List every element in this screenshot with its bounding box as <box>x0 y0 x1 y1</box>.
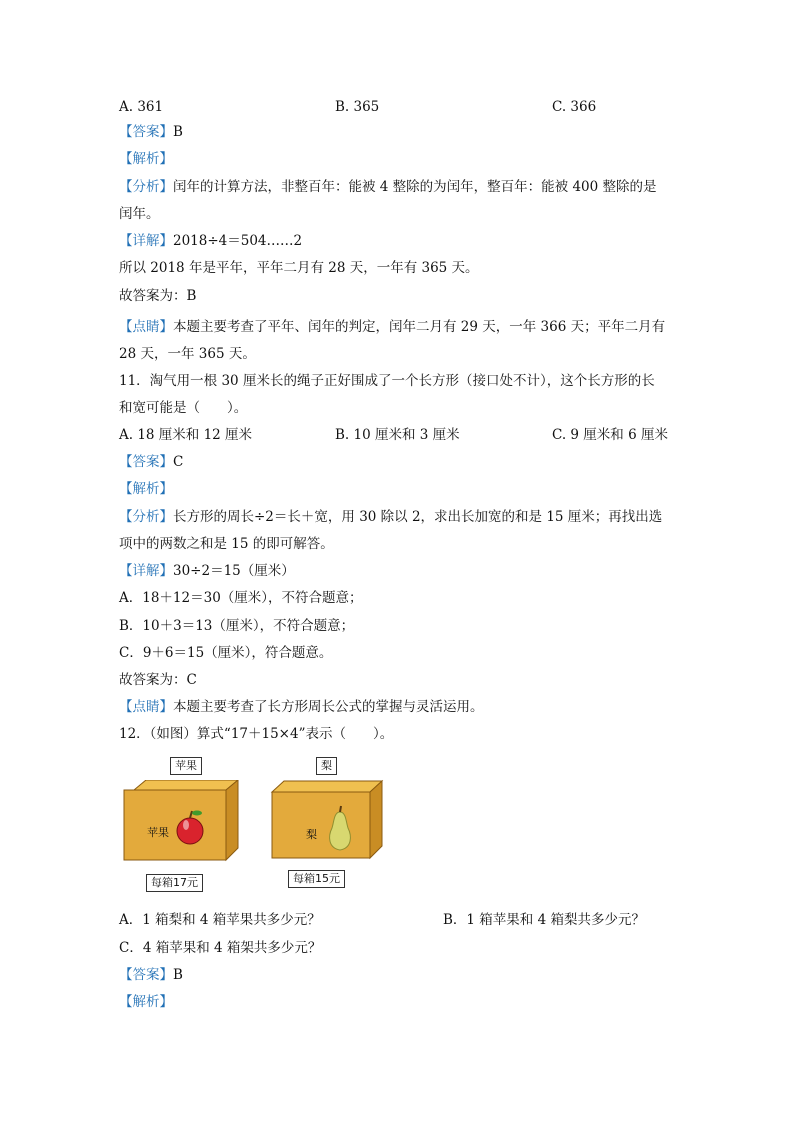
xiangjie-text: 2018÷4＝504……2 <box>173 233 303 249</box>
q11-step-b: B．10＋3＝13（厘米），不符合题意； <box>119 618 355 634</box>
answer-tag: 【答案】 <box>119 124 173 140</box>
apple-box-front <box>124 790 226 860</box>
dianjing-text: 本题主要考查了长方形周长公式的掌握与灵活运用。 <box>173 699 484 715</box>
pear-box-icon <box>268 778 393 878</box>
xiangjie-tag: 【详解】 <box>119 233 173 249</box>
q10-analysis-tag: 【解析】 <box>119 151 173 167</box>
apple-box-icon <box>120 780 245 880</box>
q10-conclusion: 故答案为：B <box>119 288 197 304</box>
answer-value: C <box>173 454 184 470</box>
pear-box-top <box>272 781 382 792</box>
pear-box-figure <box>268 752 393 897</box>
apple-top-label: 苹果 <box>170 757 202 775</box>
xiangjie-tag: 【详解】 <box>119 563 173 579</box>
q10-explanation: 所以 2018 年是平年，平年二月有 28 天，一年有 365 天。 <box>119 260 479 276</box>
dianjing-tag: 【点睛】 <box>119 319 173 335</box>
apple-box-top <box>134 780 238 790</box>
fenxi-tag: 【分析】 <box>119 509 173 525</box>
q11-option-a: A. 18 厘米和 12 厘米 <box>119 427 253 443</box>
fenxi-text: 闰年的计算方法，非整百年：能被 4 整除的为闰年，整百年：能被 400 整除的是 <box>173 179 657 195</box>
q10-dianjing-line1 <box>119 318 665 336</box>
pear-box-text: 梨 <box>306 828 317 841</box>
q11-stem-line1: 11．淘气用一根 30 厘米长的绳子正好围成了一个长方形（接口处不计），这个长方形的长 <box>119 373 655 389</box>
apple-box-text: 苹果 <box>147 826 169 839</box>
q11-analysis-tag: 【解析】 <box>119 481 173 497</box>
apple-box-figure <box>120 752 245 897</box>
answer-value: B <box>173 124 183 140</box>
q11-step-c: C．9＋6＝15（厘米），符合题意。 <box>119 645 333 661</box>
q11-answer <box>119 453 183 471</box>
q11-fenxi-line1 <box>119 508 662 526</box>
q12-answer <box>119 966 183 984</box>
q10-xiangjie <box>119 232 302 250</box>
q12-option-a: A．1 箱梨和 4 箱苹果共多少元？ <box>119 912 321 928</box>
apple-fruit <box>177 818 203 844</box>
apple-price-label: 每箱17元 <box>146 874 203 892</box>
dianjing-tag: 【点睛】 <box>119 699 173 715</box>
q11-xiangjie <box>119 562 295 580</box>
q10-option-c: C. 366 <box>552 99 597 115</box>
q10-option-b: B. 365 <box>335 99 380 115</box>
q10-dianjing-line2: 28 天，一年 365 天。 <box>119 346 256 362</box>
q10-fenxi-line1 <box>119 178 657 196</box>
q10-option-a: A. 361 <box>119 99 164 115</box>
fenxi-tag: 【分析】 <box>119 179 173 195</box>
pear-top-label: 梨 <box>316 757 337 775</box>
q12-option-b: B．1 箱苹果和 4 箱梨共多少元？ <box>443 912 645 928</box>
apple-box-side <box>226 780 238 860</box>
q10-answer <box>119 123 183 141</box>
q11-option-c: C. 9 厘米和 6 厘米 <box>552 427 668 443</box>
fenxi-text: 长方形的周长÷2＝长＋宽，用 30 除以 2，求出长加宽的和是 15 厘米；再找出选 <box>173 509 663 525</box>
answer-tag: 【答案】 <box>119 967 173 983</box>
q11-conclusion: 故答案为：C <box>119 672 197 688</box>
answer-tag: 【答案】 <box>119 454 173 470</box>
q11-step-a: A．18＋12＝30（厘米），不符合题意； <box>119 590 363 606</box>
q11-option-b: B. 10 厘米和 3 厘米 <box>335 427 460 443</box>
q11-stem-line2: 和宽可能是（ ）。 <box>119 400 248 416</box>
q12-stem: 12．（如图）算式“17＋15×4”表示（ ）。 <box>119 726 394 742</box>
pear-box-side <box>370 781 382 858</box>
answer-value: B <box>173 967 183 983</box>
xiangjie-text: 30÷2＝15（厘米） <box>173 563 295 579</box>
pear-price-label: 每箱15元 <box>288 870 345 888</box>
q12-option-c: C．4 箱苹果和 4 箱架共多少元？ <box>119 940 322 956</box>
pear-box-front <box>272 792 370 858</box>
q11-dianjing <box>119 698 484 716</box>
q12-analysis-tag: 【解析】 <box>119 994 173 1010</box>
q10-fenxi-line2: 闰年。 <box>119 206 160 222</box>
dianjing-text: 本题主要考查了平年、闰年的判定，闰年二月有 29 天，一年 366 天；平年二月有 <box>173 319 666 335</box>
q11-fenxi-line2: 项中的两数之和是 15 的即可解答。 <box>119 536 334 552</box>
